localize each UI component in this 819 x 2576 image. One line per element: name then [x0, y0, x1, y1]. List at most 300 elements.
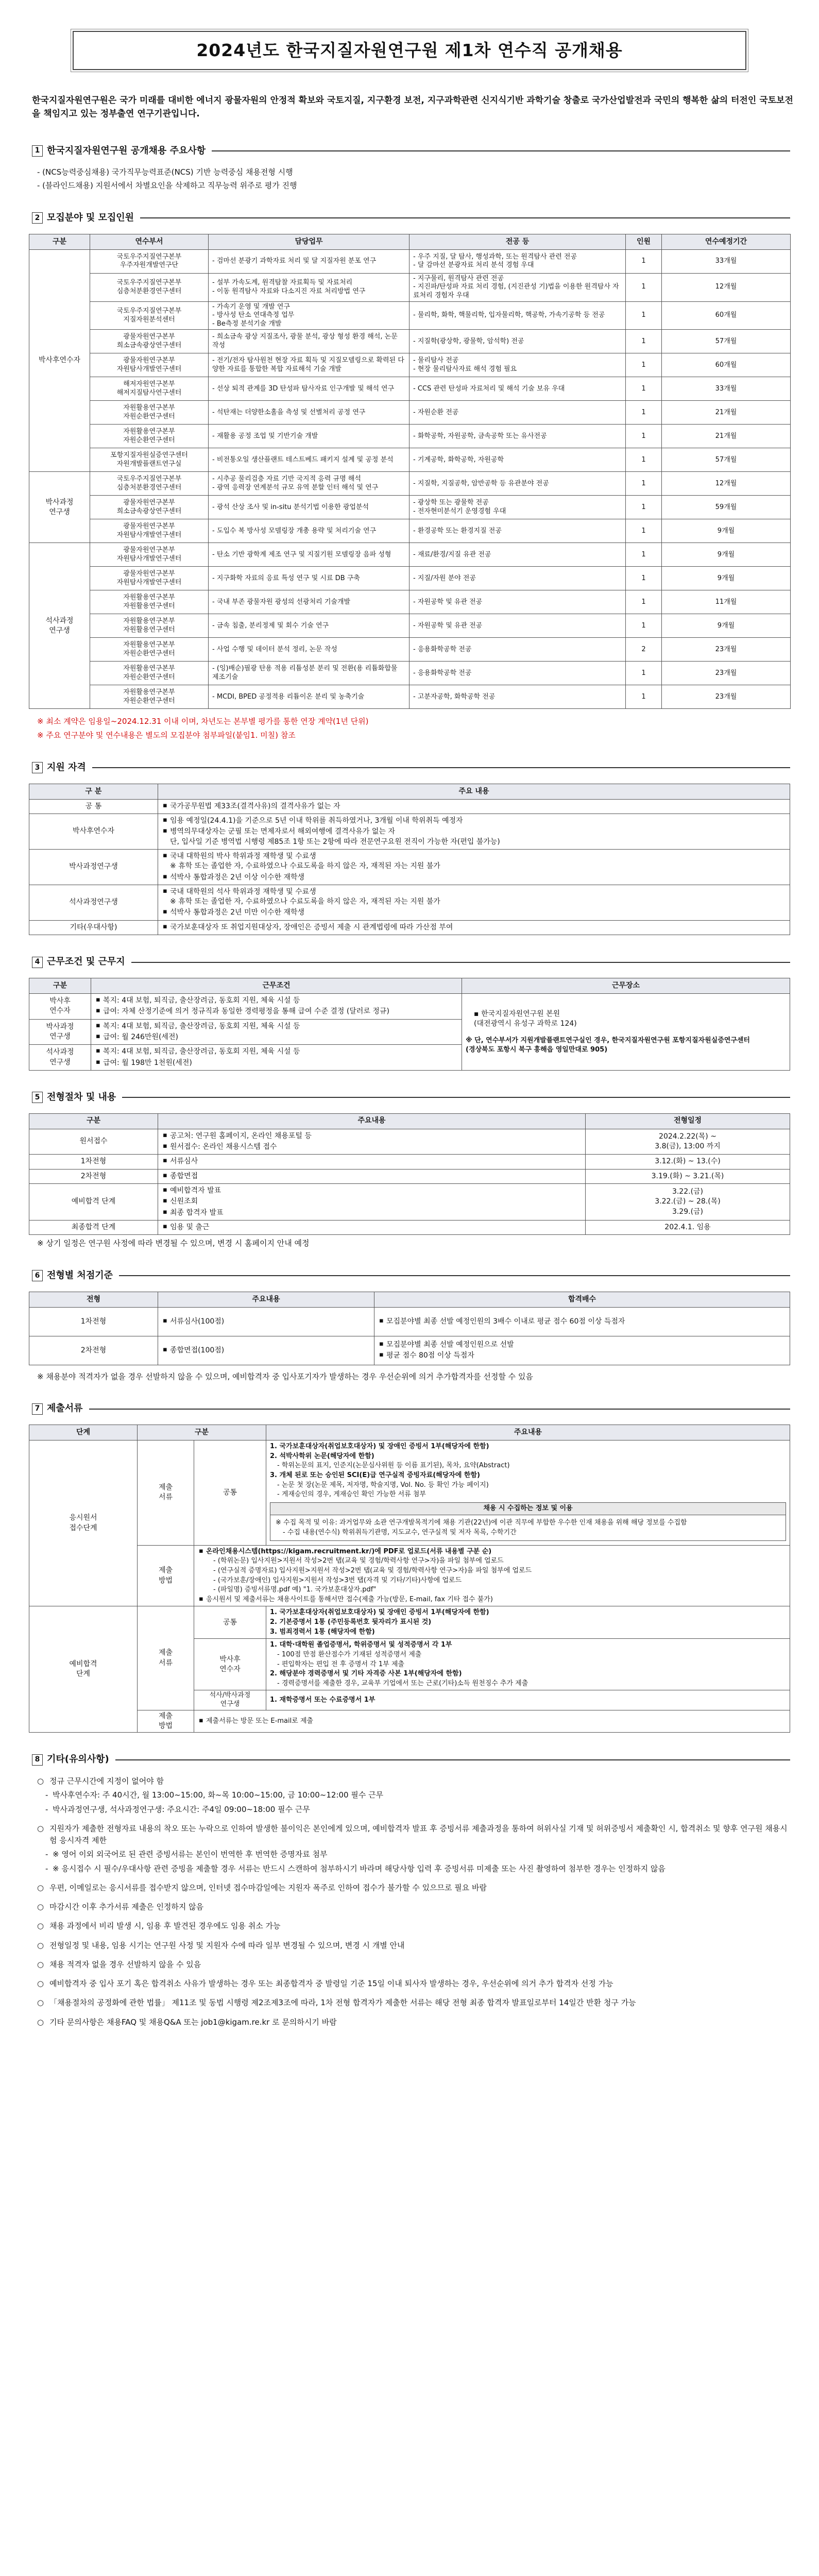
- table-row: [29, 1169, 790, 1183]
- content-cell: [158, 1129, 586, 1155]
- category-cell: 예비합격 단계: [29, 1183, 158, 1220]
- major-cell: - 환경공학 또는 환경지질 전공: [410, 519, 626, 543]
- table-row: [29, 685, 791, 709]
- doc-line: - 논문 첫 장(논문 제목, 저자명, 학술지명, Vol. No. 등 확인 가능 페이지): [277, 1481, 489, 1489]
- section-6: [29, 1269, 790, 1382]
- date-cell: [586, 1220, 790, 1234]
- major-cell: - CCS 관련 탄성파 자료처리 및 해석 기술 보유 우대: [410, 377, 626, 401]
- table-header-row: [29, 1425, 790, 1440]
- section-title: 전형절차 및 내용: [47, 1091, 116, 1103]
- table-row: [29, 638, 791, 662]
- period-cell: 23개월: [662, 662, 791, 685]
- list-item: ○ 예비합격자 중 입사 포기 혹은 합격취소 사유가 발생하는 경우 또는 최종합격자 중 발령일 기준 15일 이내 퇴사자 발생하는 경우, 우선순위에 의거 추가 합격자 선정 가능: [37, 1978, 789, 1990]
- list-item: - ※ 영어 이외 외국어로 된 관련 증빙서류는 본인이 번역한 후 번역한 증명자료 첨부: [37, 1849, 789, 1860]
- list-item: ▪ 급여: 월 246만원(세전): [95, 1032, 458, 1042]
- bullet-list: [95, 1022, 458, 1043]
- divider: [122, 1097, 790, 1098]
- category-cell: 2차전형: [29, 1336, 158, 1365]
- duty-cell: - 선상 퇴적 관계를 3D 탄성파 탐사자료 인구개발 및 해석 연구: [209, 377, 410, 401]
- divider: [131, 962, 790, 963]
- bullet-list: [162, 802, 786, 811]
- date-line: 3.8(금), 13:00 까지: [655, 1142, 721, 1150]
- content-cell: [158, 1336, 374, 1365]
- duty-cell: - (잉)배순)필광 탄용 적용 리튬성분 분리 및 전환(용 리튬화합물 제조기술: [209, 662, 410, 685]
- dept-cell: 국토우주지질연구본부 지질자원분석센터: [90, 301, 209, 330]
- count-cell: 1: [626, 249, 662, 273]
- section-title: 근무조건 및 근무지: [47, 956, 125, 968]
- list-item: ▪ 복지: 4대 보험, 퇴직금, 출산장려금, 동호회 지원, 체육 시설 등: [95, 996, 458, 1006]
- list-item: - (NCS능력중심채용) 국가직무능력표준(NCS) 기반 능력중심 채용전형 시행: [37, 167, 293, 177]
- dept-cell: 국토우주지질연구본부 우주자원개발연구단: [90, 249, 209, 273]
- duty-cell: - 금속 침출, 분리정제 및 회수 기술 연구: [209, 614, 410, 638]
- work-condition-table: [29, 978, 790, 1071]
- duty-cell: - 광석 산상 조사 및 in-situ 분석기법 이용한 광업분석: [209, 496, 410, 519]
- section-title: 전형별 처점기준: [47, 1269, 113, 1281]
- table-header: 근무조건: [91, 978, 462, 993]
- major-cell: - 우주 지질, 달 탐사, 행성과학, 또는 원격탐사 관련 전공 - 달 감마선 분광자료 처리 분석 경험 우대: [410, 249, 626, 273]
- table-row: [29, 1155, 790, 1169]
- list-item: ○ 「채용절차의 공정화에 관한 법률」 제11조 및 동법 시행령 제2조제3조에 따라, 1차 전형 합격자가 제출한 서류는 해당 전형 최종 합격자 발표일로부터 14일간 반환 청구 가능: [37, 1997, 789, 2009]
- bullet-list: [198, 1548, 786, 1604]
- count-cell: 1: [626, 425, 662, 448]
- table-row: [29, 519, 791, 543]
- table-row: [29, 1710, 790, 1733]
- major-cell: - 광상학 또는 광물학 전공 - 전자현미분석기 운영경험 우대: [410, 496, 626, 519]
- section-number: 5: [32, 1092, 43, 1103]
- doc-line: 3. 범죄경력서 1통 (해당자에 한함): [270, 1628, 375, 1636]
- table-row: [29, 472, 791, 496]
- red-note: ※ 최소 계약은 임용일~2024.12.31 이내 이며, 차년도는 본부별 평가를 통한 연장 계약(1년 단위): [37, 717, 369, 726]
- content-cell: [158, 1220, 586, 1234]
- list-item: ○ 채용 적격자 없을 경우 선발하지 않을 수 있음: [37, 1959, 789, 1971]
- category-cell: 공 통: [29, 799, 158, 814]
- section-heading: [32, 212, 790, 225]
- category-cell: 최종합격 단계: [29, 1220, 158, 1234]
- duty-cell: - 비전통오일 생산플랜트 테스트베드 패키지 설계 및 공정 분석: [209, 448, 410, 472]
- dept-cell: 광물자원연구본부 희소금속광상연구센터: [90, 330, 209, 353]
- group-cell: 박사후연수자: [29, 249, 90, 472]
- section-heading: [32, 1753, 790, 1766]
- list-item: ▪ 모집분야별 최종 선발 예정인원으로 선발: [378, 1340, 786, 1350]
- category-cell: 제출 서류: [138, 1606, 194, 1710]
- period-cell: 9개월: [662, 614, 791, 638]
- place-text: 한국지질자원연구원 본원 (대전광역시 유성구 과학로 124): [474, 1009, 577, 1028]
- content-cell: [158, 1307, 374, 1336]
- doc-line: - 100점 만점 환산점수가 기재된 성적증명서 제출: [277, 1650, 422, 1658]
- duty-cell: - 희소금속 광상 지질조사, 광물 분석, 광상 형성 환경 해석, 논문 작성: [209, 330, 410, 353]
- list-item: ▪ 국내 대학원의 박사 학위과정 재학생 및 수료생 ※ 휴학 또는 졸업한 자, 수료하였으나 수료도록을 하지 않은 자, 재적된 자는 지원 불가: [162, 852, 786, 872]
- section-title: 기타(유의사항): [47, 1754, 109, 1765]
- table-row: [29, 249, 791, 273]
- period-cell: 9개월: [662, 543, 791, 567]
- list-item: ▪ 서류심사(100점): [162, 1317, 370, 1327]
- divider: [115, 1759, 790, 1760]
- pass-cell: [374, 1307, 790, 1336]
- doc-line: - 학위논문의 표지, 인준지(논문심사위원 등 이름 표기된), 목차, 요약(Abstract): [277, 1462, 510, 1470]
- section-number: 1: [32, 145, 43, 157]
- count-cell: 1: [626, 567, 662, 590]
- dept-cell: 광물자원연구본부 희소금속광상연구센터: [90, 496, 209, 519]
- group-cell: 석사과정 연구생: [29, 543, 90, 709]
- table-header: 연수부서: [90, 234, 209, 249]
- section-title: 모집분야 및 모집인원: [47, 212, 134, 223]
- bullet-list: [162, 1131, 582, 1153]
- table-header: 구분: [29, 978, 91, 993]
- count-cell: 1: [626, 377, 662, 401]
- list-item: ▪ 서류심사: [162, 1157, 582, 1166]
- duty-cell: - 가속기 운영 및 개발 연구 - 방사성 탄소 연대측정 업무 - Be측정 분석기술 개발: [209, 301, 410, 330]
- bullet-list: [162, 1223, 582, 1232]
- content-cell: [158, 1169, 586, 1183]
- bullet-list: [162, 852, 786, 883]
- period-cell: 9개월: [662, 567, 791, 590]
- table-row: [29, 543, 791, 567]
- table-row: [29, 1336, 790, 1365]
- category-cell: 제출 방법: [138, 1545, 194, 1606]
- info-box-title: 채용 시 수집하는 정보 및 이용: [270, 1503, 786, 1515]
- bullet-list: [378, 1317, 786, 1327]
- period-cell: 23개월: [662, 638, 791, 662]
- table-row: [29, 885, 790, 920]
- table-row: [29, 590, 791, 614]
- table-row: [29, 401, 791, 425]
- table-header: 담당업무: [209, 234, 410, 249]
- table-row: [29, 330, 791, 353]
- list-item: - (연구실적 증명자료) 입사지원>지원서 작성>2번 탭(교육 및 경험/학력사항 연구>자)을 파일 첨부에 업로드: [213, 1566, 532, 1574]
- period-cell: 60개월: [662, 353, 791, 377]
- section-8: [29, 1753, 790, 2028]
- bullet-list: [95, 1047, 458, 1068]
- table-row: [29, 301, 791, 330]
- count-cell: 1: [626, 590, 662, 614]
- major-cell: - 응용화학공학 전공: [410, 662, 626, 685]
- list-item: ▪ 국내 대학원의 석사 학위과정 재학생 및 수료생 ※ 휴학 또는 졸업한 자, 수료하였으나 수료도록을 하지 않은 자, 재적된 자는 지원 불가: [162, 887, 786, 907]
- category-cell: 석사과정 연구생: [29, 1045, 91, 1071]
- section-heading: [32, 1091, 790, 1104]
- count-cell: 1: [626, 519, 662, 543]
- doc-line: - 경력증명서를 제출한 경우, 교육부 기업에서 또는 근로(기타)소득 원천징수 추가 제출: [277, 1679, 528, 1687]
- section-heading: [32, 1269, 790, 1282]
- major-cell: - 재료/환경/지질 유관 전공: [410, 543, 626, 567]
- bullet-list: [95, 996, 458, 1017]
- list-item: ▪ 임용 및 출근: [162, 1223, 582, 1232]
- list-item: ○ 우편, 이메일로는 응시서류를 접수받지 않으며, 인터넷 접수마감일에는 지원자 폭주로 인하여 접수가 불가할 수 있으므로 필요 바람: [37, 1882, 789, 1894]
- content-cell: [158, 885, 790, 920]
- category-cell: 1차전형: [29, 1307, 158, 1336]
- table-row: [29, 1307, 790, 1336]
- period-cell: 57개월: [662, 448, 791, 472]
- dept-cell: 광물자원연구본부 자원탐사개발연구센터: [90, 353, 209, 377]
- intro-paragraph: 한국지질자원연구원은 국가 미래를 대비한 에너지 광물자원의 안정적 확보와 국토지질, 지구환경 보전, 지구과학관련 신지식기반 과학기술 창출로 국가산업발전과 국민의 행복한 삶의 터전인 국토보전을 책임지고 있는 정부출연 연구기관입니다.: [32, 95, 793, 120]
- table-header: 주요내용: [158, 1292, 374, 1307]
- table-row: [29, 567, 791, 590]
- doc-line: 1. 국가보훈대상자(취업보호대상자) 및 장애인 증빙서 1부(해당자에 한함): [270, 1608, 489, 1617]
- duty-cell: - 재활용 공정 조업 및 기반기술 개발: [209, 425, 410, 448]
- place-note: ※ 단, 연수부서가 지원개발플랜트연구실인 경우, 한국지질자원연구원 포항지질자원실증연구센터 (경상북도 포항시 북구 흥해읍 영일만대로 905): [466, 1037, 750, 1054]
- table-header: 주요 내용: [158, 784, 790, 799]
- date-line: 3.29.(금): [672, 1207, 704, 1216]
- doc-line: 1. 국가보훈대상자(취업보호대상자) 및 장애인 증빙서 1부(해당자에 한함): [270, 1443, 489, 1451]
- list-item: - (국가보훈/장애인) 입사지원>지원서 작성>3번 탭(자격 및 기타/기타)사항에 업로드: [213, 1576, 462, 1584]
- content-cell: [91, 993, 462, 1019]
- content-cell: [158, 920, 790, 935]
- category-cell: 기타(우대사항): [29, 920, 158, 935]
- list-item: - (학위논문) 입사지원>지원서 작성>2번 탭(교육 및 경험/학력사항 연구>자)을 파일 첨부에 업로드: [213, 1557, 504, 1565]
- category-cell: 박사과정 연구생: [29, 1019, 91, 1045]
- scoring-table: [29, 1292, 790, 1365]
- count-cell: 1: [626, 662, 662, 685]
- section-1: [29, 145, 790, 191]
- list-item: ▪ 공고처: 연구원 홈페이지, 온라인 채용포털 등: [162, 1131, 582, 1141]
- doc-line: 1. 대학·대학원 졸업증명서, 학위증명서 및 성적증명서 각 1부: [270, 1641, 452, 1649]
- period-cell: 11개월: [662, 590, 791, 614]
- category-cell: 박사후연수자: [29, 814, 158, 849]
- notice-list: [37, 1775, 789, 2028]
- content-cell: [91, 1045, 462, 1071]
- dept-cell: 자원활용연구본부 자원순환연구센터: [90, 685, 209, 709]
- count-cell: 1: [626, 543, 662, 567]
- duty-cell: - 석탄재는 더양한소홀을 측성 및 선별처리 공정 연구: [209, 401, 410, 425]
- table-row: [29, 1183, 790, 1220]
- category-cell: 박사후 연수자: [29, 993, 91, 1019]
- major-cell: - 지질/자원 분야 전공: [410, 567, 626, 590]
- date-line: 2024.2.22(목) ~: [659, 1132, 716, 1141]
- period-cell: 33개월: [662, 377, 791, 401]
- info-box: [270, 1502, 786, 1541]
- table-row: [29, 353, 791, 377]
- red-note: ※ 주요 연구분야 및 연수내용은 별도의 모집분야 첨부파일(붙임1. 미칠) 참조: [37, 731, 296, 740]
- table-header: 구 분: [29, 784, 158, 799]
- bullet-list: [162, 1186, 582, 1218]
- table-header: 전형: [29, 1292, 158, 1307]
- major-cell: - 물리학, 화학, 핵물리학, 입자물리학, 핵공학, 가속기공학 등 전공: [410, 301, 626, 330]
- table-header-row: [29, 1292, 790, 1307]
- doc-line: 1. 재학증명서 또는 수료증명서 1부: [270, 1696, 376, 1704]
- duty-cell: - 지구화학 자료의 응료 특성 연구 및 시료 DB 구축: [209, 567, 410, 590]
- date-cell: [586, 1169, 790, 1183]
- table-row: [29, 425, 791, 448]
- bullet-list: [162, 1346, 370, 1355]
- bullet-list: [198, 1717, 786, 1726]
- doc-line: 2. 석박사학위 논문(해당자에 한함): [270, 1452, 374, 1460]
- section-3: [29, 761, 790, 935]
- dept-cell: 국토우주지질연구본부 심층처분환경연구센터: [90, 273, 209, 301]
- content-cell: [158, 1183, 586, 1220]
- table-row: [29, 1220, 790, 1234]
- bullet-list: [162, 1317, 370, 1327]
- subcategory-cell: 박사후 연수자: [194, 1639, 266, 1690]
- period-cell: 21개월: [662, 401, 791, 425]
- documents-table: [29, 1425, 790, 1733]
- period-cell: 57개월: [662, 330, 791, 353]
- section-title: 한국지질자원연구원 공개채용 주요사항: [47, 145, 206, 156]
- table-header: 근무장소: [462, 978, 790, 993]
- date-cell: [586, 1129, 790, 1155]
- major-cell: - 물리탐사 전공 - 현장 물리탐사자료 해석 경험 필요: [410, 353, 626, 377]
- dept-cell: 자원활용연구본부 자원순환연구센터: [90, 662, 209, 685]
- content-cell: [194, 1710, 790, 1733]
- table-header-row: [29, 784, 790, 799]
- list-item: ○ 전형일정 및 내용, 임용 시기는 연구원 사정 및 지원자 수에 따라 일부 변경될 수 있으며, 변경 시 개별 안내: [37, 1940, 789, 1952]
- section-heading: [32, 145, 790, 158]
- content-cell: [158, 799, 790, 814]
- note: ※ 채용분야 적격자가 없을 경우 선발하지 않을 수 있으며, 예비합격자 중 입사포기자가 발생하는 경우 우선순위에 의거 추가합격자를 선정할 수 있음: [37, 1371, 533, 1381]
- dept-cell: 광물자원연구본부 자원탐사개발연구센터: [90, 519, 209, 543]
- bullet-list: [162, 887, 786, 918]
- list-item: ▪ 평균 점수 80점 이상 득점자: [378, 1351, 786, 1361]
- table-row: [29, 1129, 790, 1155]
- count-cell: 1: [626, 353, 662, 377]
- table-header: 구분: [29, 1113, 158, 1129]
- doc-line: 2. 기본증명서 1통 (주민등록번호 뒷자리가 표시된 것): [270, 1618, 432, 1626]
- divider: [140, 217, 790, 218]
- count-cell: 1: [626, 496, 662, 519]
- content-cell: [91, 1019, 462, 1045]
- period-cell: 21개월: [662, 425, 791, 448]
- count-cell: 1: [626, 614, 662, 638]
- period-cell: 9개월: [662, 519, 791, 543]
- content-cell: [158, 814, 790, 849]
- list-item: ▪ 국가공무원법 제33조(결격사유)의 결격사유가 없는 자: [162, 802, 786, 811]
- count-cell: 1: [626, 301, 662, 330]
- section-5: [29, 1091, 790, 1249]
- major-cell: - 응용화학공학 전공: [410, 638, 626, 662]
- count-cell: 2: [626, 638, 662, 662]
- list-item: ▪ 종합면접(100점): [162, 1346, 370, 1355]
- subcategory-cell: 공통: [194, 1440, 266, 1545]
- count-cell: 1: [626, 273, 662, 301]
- table-header: 전형일정: [586, 1113, 790, 1129]
- major-cell: - 자원순환 전공: [410, 401, 626, 425]
- count-cell: 1: [626, 401, 662, 425]
- bullet-list: [162, 816, 786, 847]
- content-cell: [266, 1690, 790, 1710]
- major-cell: - 지구물리, 원격탐사 관련 전공 - 지진파/탄성파 자료 처리 경험, (지진관성 기)법을 이용한 원격탐사 자료처리 경험자 우대: [410, 273, 626, 301]
- list-item: ▪ 모집분야별 최종 선발 예정인원의 3배수 이내로 평균 점수 60점 이상 득점자: [378, 1317, 786, 1327]
- table-row: [29, 377, 791, 401]
- period-cell: 12개월: [662, 472, 791, 496]
- section-number: 4: [32, 957, 43, 968]
- category-cell: 제출 서류: [138, 1440, 194, 1545]
- count-cell: 1: [626, 448, 662, 472]
- bullet-list: [162, 923, 786, 933]
- list-item: ▪ 신원조회: [162, 1197, 582, 1207]
- place-cell: [462, 993, 790, 1070]
- table-row: [29, 662, 791, 685]
- list-item: ▪ 온라인채용시스템(https://kigam.recruitment.kr/)에 PDF로 업로드(서류 내용별 구분 순): [198, 1548, 786, 1556]
- count-cell: 1: [626, 472, 662, 496]
- list-item: ○ 마감시간 이후 추가서류 제출은 인정하지 않음: [37, 1901, 789, 1913]
- content-cell: [194, 1545, 790, 1606]
- list-item: ▪ 최종 합격자 발표: [162, 1208, 582, 1218]
- qualification-table: [29, 784, 790, 935]
- dept-cell: 자원활용연구본부 자원순환연구센터: [90, 425, 209, 448]
- duty-cell: - 사업 수행 및 데이터 분석 정리, 논문 작성: [209, 638, 410, 662]
- major-cell: - 고분자공학, 화학공학 전공: [410, 685, 626, 709]
- table-header-row: [29, 234, 791, 249]
- pass-cell: [374, 1336, 790, 1365]
- doc-line: 3. 개체 된로 또는 승인된 SCI(E)급 연구실적 증빙자료(해당자에 한함): [270, 1471, 480, 1480]
- dept-cell: 자원활용연구본부 자원활용연구센터: [90, 590, 209, 614]
- duty-cell: - MCDI, BPED 공정적용 리튬이온 분리 및 농축기술: [209, 685, 410, 709]
- table-header: 연수예정기간: [662, 234, 791, 249]
- doc-line: - 게재승인의 경우, 게재승인 확인 가능한 서류 첨부: [277, 1490, 426, 1499]
- table-header: 단계: [29, 1425, 138, 1440]
- table-row: [29, 1606, 790, 1639]
- list-item: ▪ 복지: 4대 보험, 퇴직금, 출산장려금, 동호회 지원, 체육 시설 등: [95, 1022, 458, 1031]
- content-cell: [266, 1639, 790, 1690]
- divider: [92, 767, 790, 768]
- date-line: 3.12.(화) ~ 13.(수): [655, 1157, 721, 1166]
- duty-cell: - 도입수 복 방사성 모델링장 개총 용략 및 처리기술 연구: [209, 519, 410, 543]
- table-row: [29, 273, 791, 301]
- table-header: 인원: [626, 234, 662, 249]
- subcategory-cell: 석사/박사과정 연구생: [194, 1690, 266, 1710]
- table-header: 구분: [29, 234, 90, 249]
- table-row: [29, 920, 790, 935]
- list-item: ▪ 임용 예정일(24.4.1)을 기준으로 5년 이내 학위를 취득하였거나, 3개월 이내 학위취득 예정자: [162, 816, 786, 826]
- section-heading: [32, 956, 790, 969]
- dept-cell: 자원활용연구본부 자원순환연구센터: [90, 401, 209, 425]
- dept-cell: 자원활용연구본부 자원활용연구센터: [90, 614, 209, 638]
- section-heading: [32, 1402, 790, 1415]
- section-4: [29, 956, 790, 1071]
- table-header-row: [29, 1113, 790, 1129]
- dept-cell: 포항지질자원실증연구센터 자원개발플랜트연구실: [90, 448, 209, 472]
- doc-line: 2. 해당분야 경력증명서 및 기타 자격증 사본 1부(해당자에 한함): [270, 1670, 462, 1678]
- recruit-table: [29, 234, 791, 709]
- list-item: ▪ 원서접수: 온라인 채용시스템 접수: [162, 1142, 582, 1152]
- section-number: 6: [32, 1270, 43, 1281]
- doc-line: ※ 수집 목적 및 이유: 과거업무와 소관 연구개발목적기에 채용 기관(22년)에 이관 직무에 부합한 우수한 인재 채용을 위해 해당 정보를 수집함: [276, 1518, 687, 1527]
- bullet-list: [378, 1340, 786, 1361]
- list-item: ▪ 석박사 통합과정은 2년 미만 이수한 재학생: [162, 908, 786, 918]
- subcategory-cell: 공통: [194, 1606, 266, 1639]
- list-item: ▪ 국가보훈대상자 또 취업지원대상자, 장애인은 증빙서 제출 시 관계법령에 따라 가산점 부여: [162, 923, 786, 933]
- duty-cell: - 전기/전자 탐사원천 현장 자료 획득 및 지질모델링으로 확력된 다양한 자료를 통합한 복합 자료해석 기술 개발: [209, 353, 410, 377]
- dept-cell: 해저자원연구본부 해저지질탐사연구센터: [90, 377, 209, 401]
- list-item: ▪ 종합면접: [162, 1172, 582, 1181]
- content-cell: [158, 849, 790, 885]
- list-item: ○ 지원자가 제출한 전형자료 내용의 착오 또는 누락으로 인하여 발생한 불이익은 본인에게 있으며, 예비합격자 발표 후 증빙서류 제출과정을 통하여 허위사실 기재 및 허위증빙서 제출확인 시, 합격취소 및 향후 연구원 채용시험 응시자격 제한: [37, 1823, 789, 1847]
- list-item: - ※ 응시접수 시 필수/우대사항 관련 증빙을 제출할 경우 서류는 반드시 스캔하여 첨부하시기 바라며 해당사항 입력 후 증빙서류 미제출 또는 사진 촬영하여 첨부한 경우는 인정하지 않음: [37, 1863, 789, 1875]
- date-line: 3.22.(금) ~ 28.(목): [655, 1197, 721, 1206]
- category-cell: 2차전형: [29, 1169, 158, 1183]
- dept-cell: 광물자원연구본부 자원탐사개발연구센터: [90, 543, 209, 567]
- list-item: ○ 기타 문의사항은 채용FAQ 및 채용Q&A 또는 job1@kigam.re.kr 로 문의하시기 바람: [37, 2016, 789, 2028]
- list-item: ▪ 제출서류는 방문 또는 E-mail로 제출: [198, 1717, 786, 1726]
- major-cell: - 지질학, 지질공학, 암반공학 등 유관분야 전공: [410, 472, 626, 496]
- table-header: 주요내용: [266, 1425, 790, 1440]
- major-cell: - 자원공학 및 유관 전공: [410, 590, 626, 614]
- stage-cell: 예비합격 단계: [29, 1606, 138, 1733]
- table-row: [29, 799, 790, 814]
- duty-cell: - 시추공 물리검층 자료 기반 국지적 응력 규명 해석 - 광역 응력장 연계분석 규모 유역 분할 인터 해석 및 연구: [209, 472, 410, 496]
- major-cell: - 화학공학, 자원공학, 금속공학 또는 유사전공: [410, 425, 626, 448]
- table-row: [29, 1440, 790, 1545]
- divider: [89, 1409, 790, 1410]
- list-item: ○ 채용 과정에서 비리 발생 시, 임용 후 발견된 경우에도 임용 취소 가능: [37, 1920, 789, 1932]
- period-cell: 60개월: [662, 301, 791, 330]
- period-cell: 59개월: [662, 496, 791, 519]
- list-item: ▪ 급여: 자체 산정기준에 의거 정규직과 동일한 경력평정을 통해 급여 수준 결정 (달러로 정규): [95, 1007, 458, 1016]
- section-heading: [32, 761, 790, 774]
- table-row: [29, 448, 791, 472]
- section-2: [29, 212, 790, 741]
- list-item: ▪ 복지: 4대 보험, 퇴직금, 출산장려금, 동호회 지원, 체육 시설 등: [95, 1047, 458, 1057]
- category-cell: 제출 방법: [138, 1710, 194, 1733]
- section-number: 2: [32, 212, 43, 224]
